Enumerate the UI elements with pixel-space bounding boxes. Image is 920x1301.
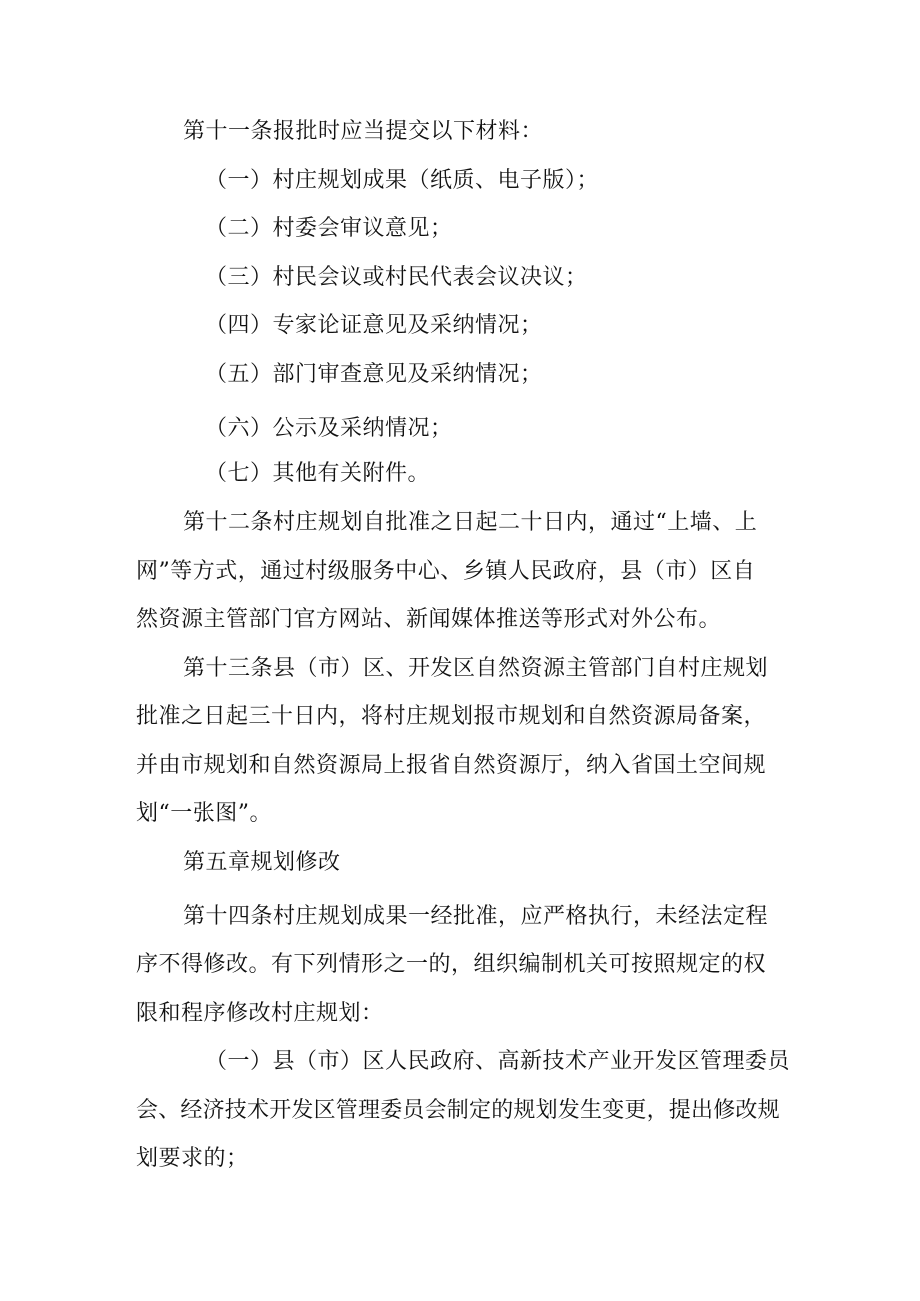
article-11-item-2: （二）村委会审议意见； — [205, 216, 453, 241]
article-14-item-1-line-2: 会、经济技术开发区管理委员会制定的规划发生变更，提出修改规 — [136, 1098, 780, 1123]
article-11-item-6: （六）公示及采纳情况； — [205, 416, 453, 441]
article-14-line-1: 第十四条村庄规划成果一经批准，应严格执行，未经法定程 — [183, 904, 769, 929]
chapter-5-heading: 第五章规划修改 — [183, 850, 341, 875]
article-14-line-2: 序不得修改。有下列情形之一的，组织编制机关可按照规定的权 — [136, 952, 767, 977]
article-14-item-1-line-1: （一）县（市）区人民政府、高新技术产业开发区管理委员 — [205, 1049, 791, 1074]
article-13-line-2: 批准之日起三十日内，将村庄规划报市规划和自然资源局备案， — [136, 704, 767, 729]
article-14-line-3: 限和程序修改村庄规划： — [136, 1001, 384, 1026]
article-11-item-4: （四）专家论证意见及采纳情况； — [205, 313, 543, 338]
article-11-item-1: （一）村庄规划成果（纸质、电子版）； — [205, 168, 600, 193]
article-12-line-3: 然资源主管部门官方网站、新闻媒体推送等形式对外公布。 — [136, 607, 722, 632]
article-14-item-1-line-3: 划要求的； — [136, 1146, 249, 1171]
article-11-heading: 第十一条报批时应当提交以下材料： — [183, 119, 544, 144]
article-11-item-5: （五）部门审查意见及采纳情况； — [205, 362, 543, 387]
article-12-line-1: 第十二条村庄规划自批准之日起二十日内，通过“上墙、上 — [183, 510, 758, 535]
article-11-item-7: （七）其他有关附件。 — [205, 461, 431, 486]
article-13-line-3: 并由市规划和自然资源局上报省自然资源厅，纳入省国土空间规 — [136, 753, 767, 778]
article-13-line-1: 第十三条县（市）区、开发区自然资源主管部门自村庄规划 — [183, 656, 769, 681]
article-11-item-3: （三）村民会议或村民代表会议决议； — [205, 265, 588, 290]
article-13-line-4: 划“一张图”。 — [136, 801, 272, 826]
article-12-line-2: 网”等方式，通过村级服务中心、乡镇人民政府，县（市）区自 — [136, 559, 756, 584]
